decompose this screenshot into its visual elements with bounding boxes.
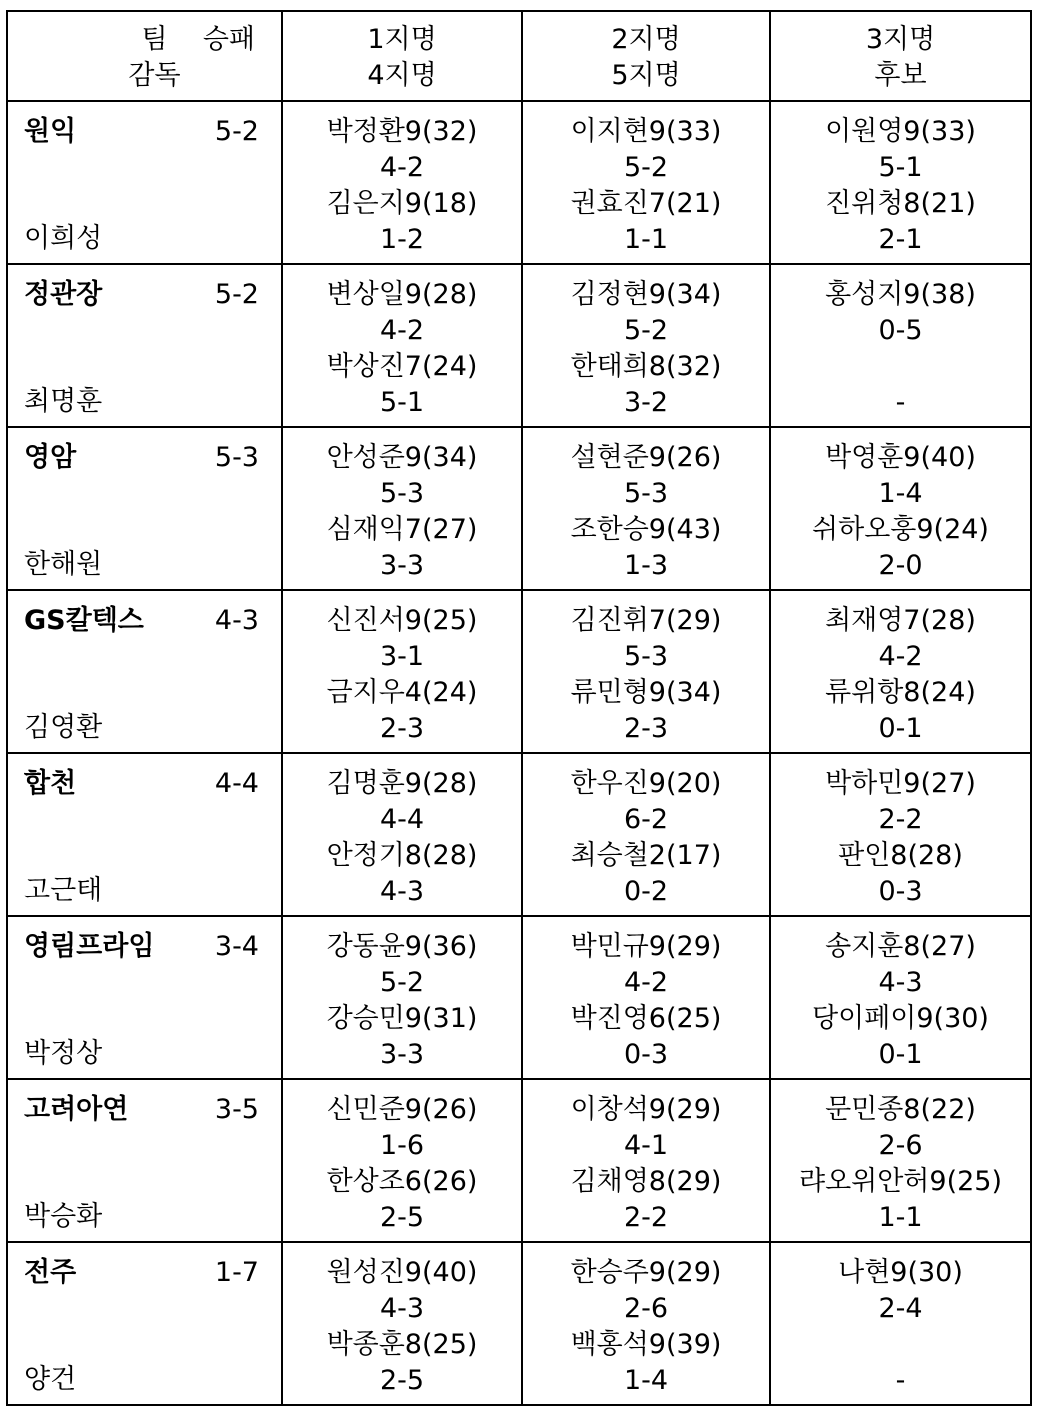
team-record: 5-2 [214,279,259,310]
player-entry: 한태희8(32) [570,351,722,382]
player-entry: 금지우4(24) [326,677,478,708]
team-rows [7,101,1031,1405]
player-record: 3-1 [379,641,425,672]
player-entry: 박영훈9(40) [825,442,976,473]
player-entry: 권효진7(21) [570,188,722,219]
player-record: 0-1 [878,1039,923,1070]
player-record: 5-1 [379,387,425,418]
pick-cell [282,101,522,264]
player-entry: 백홍석9(39) [570,1329,722,1360]
player-entry: 신진서9(25) [326,605,478,636]
player-entry: 한상조6(26) [326,1166,478,1197]
player-record: 5-2 [623,152,669,183]
player-record: 2-6 [623,1293,669,1324]
player-entry: 강동윤9(36) [326,931,478,962]
player-record: 2-3 [379,713,425,744]
player-entry: 박종훈8(25) [326,1329,478,1360]
player-entry: 랴오위안허9(25) [798,1166,1002,1197]
table-row [7,101,1031,264]
player-entry [771,349,1030,385]
header-team-cell [7,11,282,101]
draft-table [6,10,1032,1406]
player-record: 4-2 [379,315,425,346]
pick-cell [770,427,1031,590]
team-cell [7,590,282,753]
team-manager: 최명훈 [24,386,103,417]
team-cell [7,427,282,590]
team-name: 고려아연 [24,1094,129,1125]
table-header [7,11,1031,101]
player-entry: 박정환9(32) [326,116,478,147]
team-cell [7,1242,282,1405]
player-record: 1-4 [878,478,923,509]
header-row [7,11,1031,101]
team-cell [7,264,282,427]
player-entry: 조한승9(43) [570,514,722,545]
player-entry: 최승철2(17) [570,840,722,871]
player-record: 2-0 [878,550,923,581]
player-entry: 김채영8(29) [570,1166,722,1197]
player-record: 4-3 [878,967,923,998]
pick-cell [770,1079,1031,1242]
player-entry: 박민규9(29) [570,931,722,962]
pick-cell [770,264,1031,427]
player-record: 1-3 [623,550,669,581]
player-entry: 류위항8(24) [825,677,976,708]
player-entry: 문민종8(22) [825,1094,976,1125]
team-manager: 고근태 [24,875,103,906]
team-name: 영암 [24,442,77,473]
pick-cell [770,1242,1031,1405]
player-record: 1-6 [379,1130,425,1161]
team-cell [7,101,282,264]
player-record: 2-5 [379,1202,425,1233]
team-name: 원익 [24,116,77,147]
pick-cell [282,1079,522,1242]
player-entry: 박진영6(25) [570,1003,722,1034]
table-row [7,1079,1031,1242]
player-record: 2-2 [623,1202,669,1233]
team-manager: 박정상 [24,1038,103,1069]
pick-cell [770,753,1031,916]
pick-cell [522,101,770,264]
player-entry: 김명훈9(28) [326,768,478,799]
player-entry: 이지현9(33) [570,116,722,147]
table-row [7,427,1031,590]
player-entry: 원성진9(40) [326,1257,478,1288]
player-entry: 류민형9(34) [570,677,722,708]
player-record: 1-2 [379,224,425,255]
player-record: 2-1 [878,224,923,255]
pick-cell [282,1242,522,1405]
player-entry: 신민준9(26) [326,1094,478,1125]
header-manager-label: 감독 [128,60,181,91]
pick-cell [522,590,770,753]
player-record: 3-2 [623,387,669,418]
team-record: 4-3 [214,605,259,636]
player-entry: 한승주9(29) [570,1257,722,1288]
player-entry: 안정기8(28) [326,840,478,871]
player-record: 5-3 [623,641,669,672]
header-pick3-label: 3지명 [865,24,936,55]
player-record: 4-3 [379,876,425,907]
pick-cell [282,753,522,916]
player-entry [771,1327,1030,1363]
team-name: 합천 [24,768,77,799]
player-record: 5-3 [623,478,669,509]
player-record: 0-3 [878,876,923,907]
header-reserve-label: 후보 [874,60,927,91]
table-row [7,264,1031,427]
player-entry: 판인8(28) [838,840,963,871]
pick-cell [770,590,1031,753]
player-record: 5-2 [379,967,425,998]
header-pick5-label: 5지명 [611,60,681,91]
player-entry: 송지훈8(27) [825,931,976,962]
team-manager: 김영환 [24,712,103,743]
player-record: 2-4 [878,1293,923,1324]
player-record: 2-6 [878,1130,923,1161]
header-team-label: 팀 [141,24,168,55]
player-record: 4-1 [623,1130,669,1161]
header-pick4-label: 4지명 [367,60,437,91]
team-record: 1-7 [214,1257,259,1288]
player-record: 5-1 [878,152,923,183]
player-entry: 당이페이9(30) [812,1003,989,1034]
team-name: 영림프라임 [24,931,155,962]
player-entry: 이원영9(33) [825,116,976,147]
player-entry: 박상진7(24) [326,351,478,382]
table-row [7,590,1031,753]
player-entry: 김진휘7(29) [570,605,722,636]
player-entry: 나현9(30) [838,1257,963,1288]
player-record: - [895,1365,906,1396]
player-record: 0-2 [623,876,669,907]
player-entry: 쉬하오훙9(24) [812,514,989,545]
player-entry: 김정현9(34) [570,279,722,310]
player-entry: 이창석9(29) [570,1094,722,1125]
player-entry: 안성준9(34) [326,442,478,473]
pick-cell [522,1079,770,1242]
player-record: 1-1 [623,224,669,255]
pick-cell [770,101,1031,264]
player-record: 4-4 [379,804,425,835]
player-record: 4-2 [878,641,923,672]
pick-cell [522,753,770,916]
player-record: 1-1 [878,1202,923,1233]
player-record: 3-3 [379,1039,425,1070]
team-record: 5-3 [214,442,259,473]
player-entry: 심재익7(27) [326,514,478,545]
player-record: 0-1 [878,713,923,744]
team-manager: 박승화 [24,1201,103,1232]
player-record: 2-3 [623,713,669,744]
player-record: 4-2 [623,967,669,998]
team-name: 정관장 [24,279,103,310]
pick-cell [522,264,770,427]
player-entry: 변상일9(28) [326,279,478,310]
header-pick2-label: 2지명 [611,24,681,55]
player-entry: 강승민9(31) [326,1003,478,1034]
table-row [7,916,1031,1079]
team-name: GS칼텍스 [24,605,144,636]
player-record: 4-3 [379,1293,425,1324]
table-row [7,1242,1031,1405]
pick-cell [522,1242,770,1405]
player-entry: 홍성지9(38) [825,279,976,310]
player-record: 0-5 [878,315,923,346]
player-entry: 한우진9(20) [570,768,722,799]
player-entry: 김은지9(18) [326,188,478,219]
team-cell [7,916,282,1079]
team-manager: 이희성 [24,223,103,254]
header-pick-3-reserve [770,11,1031,101]
header-pick-1-4 [282,11,522,101]
player-record: 4-2 [379,152,425,183]
team-cell [7,1079,282,1242]
player-entry: 최재영7(28) [825,605,976,636]
team-record: 3-5 [214,1094,259,1125]
player-entry: 진위청8(21) [825,188,976,219]
pick-cell [522,427,770,590]
player-record: 5-3 [379,478,425,509]
player-record: 6-2 [623,804,669,835]
player-record: 2-5 [379,1365,425,1396]
team-manager: 양건 [24,1364,77,1395]
pick-cell [770,916,1031,1079]
team-record: 5-2 [214,116,259,147]
player-record: 1-4 [623,1365,669,1396]
pick-cell [522,916,770,1079]
table-row [7,753,1031,916]
team-record: 4-4 [214,768,259,799]
team-name: 전주 [24,1257,77,1288]
pick-cell [282,264,522,427]
team-cell [7,753,282,916]
pick-cell [282,590,522,753]
header-pick-2-5 [522,11,770,101]
pick-cell [282,427,522,590]
player-record: - [895,387,906,418]
player-entry: 박하민9(27) [825,768,976,799]
header-pick1-label: 1지명 [367,24,437,55]
pick-cell [282,916,522,1079]
player-record: 3-3 [379,550,425,581]
team-manager: 한해원 [24,549,103,580]
header-record-label: 승패 [202,24,255,55]
team-record: 3-4 [214,931,259,962]
player-record: 5-2 [623,315,669,346]
player-record: 2-2 [878,804,923,835]
player-record: 0-3 [623,1039,669,1070]
player-entry: 설현준9(26) [570,442,722,473]
